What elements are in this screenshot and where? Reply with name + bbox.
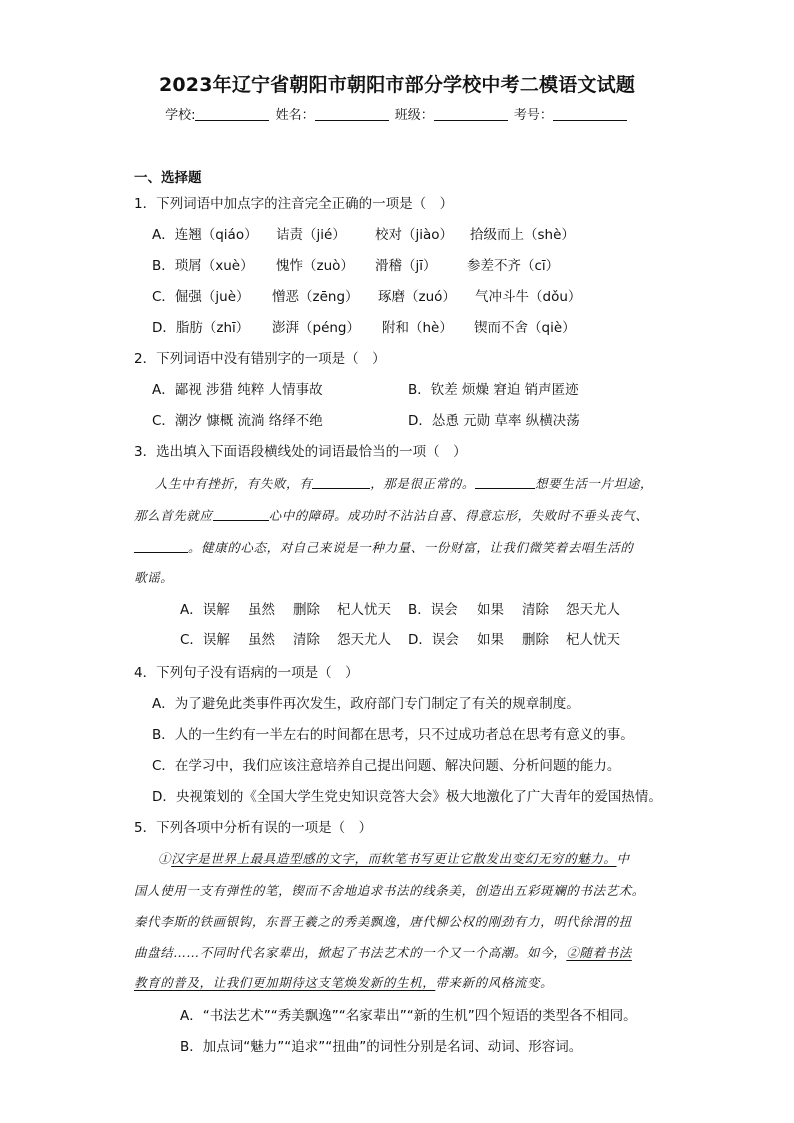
q3-c-3: 清除 — [293, 632, 320, 648]
q3-c-2: 虽然 — [248, 632, 275, 648]
q1-d-4: 锲而不舍（qiè） — [474, 320, 576, 336]
student-info-line — [0, 104, 794, 123]
q2-option-d: D．怂恿 元勋 草率 纵横决荡 — [408, 413, 580, 429]
q3-passage-text: 。健康的心态，对自己来说是一种力量、一份财富，让我们微笑着去唱生活的 — [188, 540, 634, 555]
q5-passage-text: 曲盘结……不同时代名家辈出，掀起了书法艺术的一个又一个高潮。如今， — [134, 945, 567, 960]
q3-d-3: 删除 — [522, 632, 549, 648]
school-label: 学校: — [165, 108, 196, 123]
q3-passage-line-4: 歌谣。 — [134, 570, 174, 585]
q3-c-4: 怨天尤人 — [337, 632, 391, 648]
exam-number-label: 考号： — [513, 108, 553, 123]
q2-option-a: A．鄙视 涉猎 纯粹 人情事故 — [152, 382, 323, 398]
q3-blank-3 — [213, 509, 269, 521]
q3-a-1: A．误解 — [180, 602, 230, 618]
q1-c-2: 憎恶（zēng） — [272, 289, 359, 305]
exam-title: 2023年辽宁省朝阳市朝阳市部分学校中考二模语文试题 — [158, 74, 636, 96]
circled-number-1: ① — [158, 851, 172, 866]
q1-a-2: 诘责（jié） — [276, 227, 346, 243]
school-blank[interactable] — [195, 108, 269, 121]
q1-b-4: 参差不齐（cī） — [467, 258, 560, 274]
q5-passage-line-1 — [158, 849, 630, 867]
q3-a-2: 虽然 — [248, 602, 275, 618]
q5-passage-line-4 — [134, 943, 632, 961]
q3-stem: 3．选出填入下面语段横线处的词语最恰当的一项（ ） — [134, 444, 467, 460]
q3-c-1: C．误解 — [180, 632, 230, 648]
q1-a-1: A．连翘（qiáo） — [152, 227, 258, 243]
q3-passage-line-2 — [134, 506, 649, 524]
q5-underlined-sentence-2-cont: 教育的普及，让我们更加期待这支笔焕发新的生机， — [134, 975, 436, 990]
name-blank[interactable] — [315, 108, 389, 121]
q1-stem: 1．下列词语中加点字的注音完全正确的一项是（ ） — [134, 196, 454, 212]
q3-a-4: 杞人忧天 — [337, 602, 391, 618]
q1-d-3: 附和（hè） — [382, 320, 453, 336]
q3-b-3: 清除 — [522, 602, 549, 618]
q1-b-2: 愧怍（zuò） — [276, 258, 354, 274]
q5-underlined-sentence-1: 汉字是世界上最具造型感的文字，而软笔书写更让它散发出变幻无穷的魅力。 — [171, 851, 617, 866]
section-heading: 一、选择题 — [134, 170, 202, 186]
q3-passage-line-1 — [155, 474, 653, 492]
q5-underlined-sentence-2: ②随着书法 — [566, 945, 632, 960]
q3-passage-line-3 — [134, 538, 633, 556]
q1-c-3: 琢磨（zuó） — [378, 289, 456, 305]
q1-a-3: 校对（jiào） — [375, 227, 454, 243]
class-label: 班级： — [394, 108, 434, 123]
q5-passage-text: 中 — [616, 851, 630, 866]
q5-passage-line-2: 国人使用一支有弹性的笔，锲而不舍地追求书法的线条美，创造出五彩斑斓的书法艺术。 — [134, 883, 645, 898]
q3-passage-text: 想要生活一片坦途， — [535, 476, 653, 491]
q1-b-1: B．琐屑（xuè） — [152, 258, 254, 274]
q5-option-b: B．加点词“魅力”“追求”“扭曲”的词性分别是名词、动词、形容词。 — [180, 1039, 583, 1055]
q1-a-4: 拾级而上（shè） — [470, 227, 575, 243]
q3-d-2: 如果 — [477, 632, 504, 648]
q1-c-1: C．倔强（juè） — [152, 289, 250, 305]
q5-passage-line-3: 秦代李斯的铁画银钩，东晋王羲之的秀美飘逸，唐代柳公权的刚劲有力，明代徐渭的扭 — [134, 914, 632, 929]
class-blank[interactable] — [434, 108, 508, 121]
q3-blank-4 — [134, 541, 188, 553]
q3-b-1: B．误会 — [408, 602, 458, 618]
name-label: 姓名： — [275, 108, 315, 123]
q4-option-c: C．在学习中，我们应该注意培养自己提出问题、解决问题、分析问题的能力。 — [152, 758, 621, 774]
q3-passage-text: 人生中有挫折，有失败，有 — [155, 476, 313, 491]
q2-stem: 2．下列词语中没有错别字的一项是（ ） — [134, 351, 386, 367]
q3-b-2: 如果 — [477, 602, 504, 618]
q3-d-4: 杞人忧天 — [566, 632, 620, 648]
q3-passage-text: 那么首先就应 — [134, 508, 213, 523]
exam-number-blank[interactable] — [553, 108, 627, 121]
q4-option-a: A．为了避免此类事件再次发生，政府部门专门制定了有关的规章制度。 — [152, 696, 580, 712]
q3-b-4: 怨天尤人 — [566, 602, 620, 618]
q3-passage-text: ，那是很正常的。 — [370, 476, 476, 491]
q1-c-4: 气冲斗牛（dǒu） — [475, 289, 582, 305]
q5-passage-text: 带来新的风格流变。 — [435, 975, 554, 990]
q1-d-2: 澎湃（péng） — [272, 320, 361, 336]
q4-stem: 4．下列句子没有语病的一项是（ ） — [134, 665, 359, 681]
q5-passage-line-5 — [134, 973, 553, 991]
q2-option-c: C．潮汐 慷概 流淌 络绎不绝 — [152, 413, 323, 429]
q3-a-3: 删除 — [293, 602, 320, 618]
q3-blank-2 — [475, 477, 535, 489]
q4-option-d: D．央视策划的《全国大学生党史知识竞答大会》极大地激化了广大青年的爱国热情。 — [152, 789, 662, 805]
q5-stem: 5．下列各项中分析有误的一项是（ ） — [134, 820, 373, 836]
q3-passage-text: 心中的障碍。成功时不沾沾自喜、得意忘形，失败时不垂头丧气、 — [268, 508, 649, 523]
q4-option-b: B．人的一生约有一半左右的时间都在思考，只不过成功者总在思考有意义的事。 — [152, 727, 634, 743]
q3-d-1: D．误会 — [408, 632, 459, 648]
q5-option-a: A．“书法艺术”“秀美飘逸”“名家辈出”“新的生机”四个短语的类型各不相同。 — [180, 1008, 637, 1024]
q2-option-b: B．钦差 烦燥 窘迫 销声匿迹 — [408, 382, 579, 398]
q3-blank-1 — [312, 477, 370, 489]
q1-b-3: 滑稽（jī） — [375, 258, 437, 274]
q1-d-1: D．脂肪（zhī） — [152, 320, 250, 336]
